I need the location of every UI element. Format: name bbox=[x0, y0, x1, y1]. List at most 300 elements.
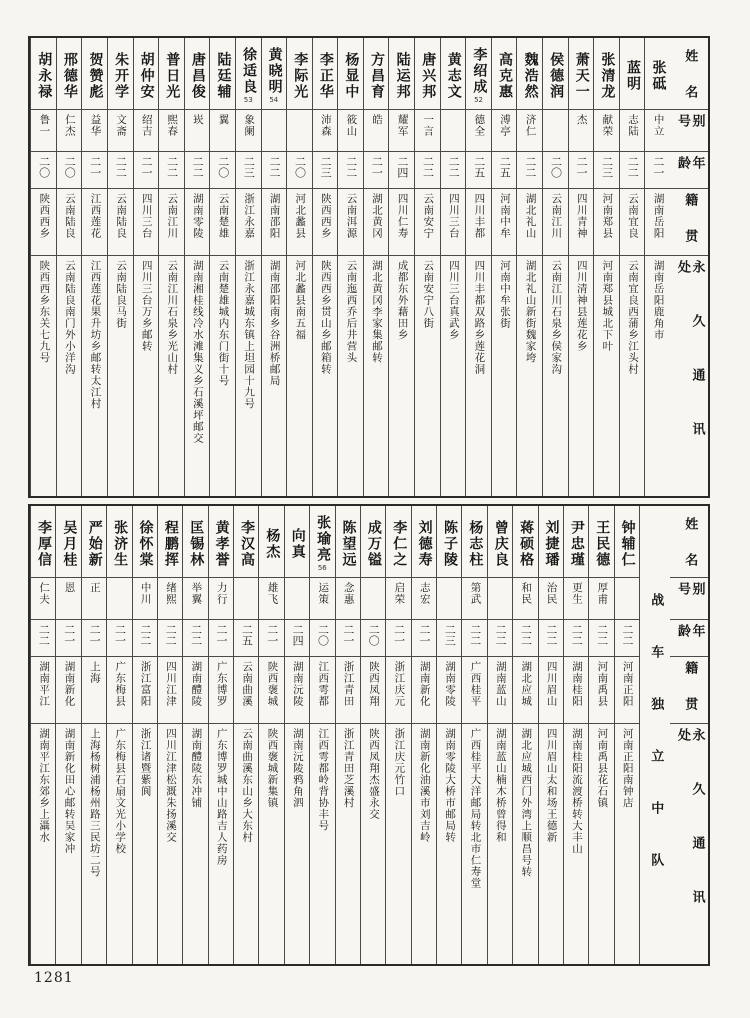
address-cell bbox=[209, 724, 233, 964]
name-cell bbox=[415, 38, 440, 110]
native-cell-text: 陕西褒城 bbox=[266, 661, 279, 707]
alias-cell bbox=[513, 578, 537, 620]
name-cell-text: 徐怀棠 bbox=[137, 519, 154, 568]
native-cell bbox=[386, 657, 410, 724]
name-cell-text: 唐昌俊 bbox=[189, 51, 206, 100]
native-cell-text: 四川丰都 bbox=[473, 193, 486, 239]
alias-cell bbox=[236, 110, 261, 152]
native-cell-text: 广东博罗 bbox=[215, 661, 228, 707]
alias-cell-text: 熙春 bbox=[166, 114, 179, 137]
name-cell bbox=[210, 38, 235, 110]
native-cell bbox=[185, 189, 210, 256]
address-cell-text: 浙江庆元竹口 bbox=[393, 728, 406, 797]
alias-cell-text: 恩 bbox=[63, 582, 76, 594]
native-cell bbox=[517, 189, 542, 256]
name-cell bbox=[31, 506, 55, 578]
age-cell-text: 二五 bbox=[498, 156, 512, 178]
alias-cell bbox=[645, 110, 670, 152]
native-cell-text: 河南郑县 bbox=[601, 193, 614, 239]
age-cell bbox=[412, 620, 436, 657]
address-cell-text: 云南陆良南门外小洋沟 bbox=[63, 260, 76, 375]
native-cell bbox=[57, 189, 82, 256]
name-cell bbox=[209, 506, 233, 578]
native-cell bbox=[234, 657, 258, 724]
address-cell-text: 广东博罗城中山路吉人药房 bbox=[215, 728, 228, 866]
alias-cell bbox=[336, 578, 360, 620]
native-cell bbox=[589, 657, 613, 724]
native-cell-text: 河南禹县 bbox=[596, 661, 609, 707]
alias-cell-text: 溥亭 bbox=[499, 114, 512, 137]
age-cell-text: 二〇 bbox=[63, 156, 77, 178]
roster-column bbox=[436, 506, 461, 964]
native-cell bbox=[492, 189, 517, 256]
alias-cell-text: 济仁 bbox=[524, 114, 537, 137]
native-cell-text: 云南楚雄 bbox=[217, 193, 230, 239]
header-column bbox=[670, 38, 708, 496]
name-cell bbox=[158, 506, 182, 578]
name-cell bbox=[259, 506, 283, 578]
age-cell-text: 二二 bbox=[191, 156, 205, 178]
name-cell-text: 朱开学 bbox=[113, 51, 130, 100]
native-cell bbox=[594, 189, 619, 256]
native-cell bbox=[364, 189, 389, 256]
native-cell bbox=[210, 189, 235, 256]
name-cell bbox=[57, 38, 82, 110]
age-cell bbox=[543, 152, 568, 189]
native-cell-text: 四川三台 bbox=[447, 193, 460, 239]
address-cell bbox=[615, 724, 639, 964]
alias-cell-text: 治民 bbox=[545, 582, 558, 605]
name-cell-text: 尹忠瑾 bbox=[568, 519, 585, 568]
alias-cell bbox=[159, 110, 184, 152]
age-cell-text: 二〇 bbox=[293, 156, 307, 178]
name-cell-text: 曾庆良 bbox=[492, 519, 509, 568]
age-cell-text: 二一 bbox=[265, 624, 279, 646]
address-cell bbox=[262, 256, 287, 496]
age-cell bbox=[564, 620, 588, 657]
alias-cell-text: 雄飞 bbox=[266, 582, 279, 605]
age-cell-text: 二〇 bbox=[367, 624, 381, 646]
alias-cell-text: 献荣 bbox=[601, 114, 614, 137]
address-cell bbox=[539, 724, 563, 964]
name-cell-text: 贺赞彪 bbox=[87, 51, 104, 100]
age-cell bbox=[336, 620, 360, 657]
address-cell bbox=[543, 256, 568, 496]
alias-cell bbox=[183, 578, 207, 620]
age-cell bbox=[234, 620, 258, 657]
alias-cell-text: 翼 bbox=[217, 114, 230, 126]
name-cell-text: 张瑜亮 bbox=[315, 515, 332, 563]
name-cell bbox=[441, 38, 466, 110]
name-cell-text: 程鹏挥 bbox=[162, 519, 179, 568]
native-cell bbox=[262, 189, 287, 256]
page-number: 1281 bbox=[34, 970, 74, 986]
address-cell bbox=[488, 724, 512, 964]
name-cell bbox=[466, 38, 491, 110]
address-cell bbox=[437, 724, 461, 964]
age-cell-text: 二〇 bbox=[216, 156, 230, 178]
roster-column bbox=[56, 38, 82, 496]
header-age-cell bbox=[670, 620, 708, 657]
address-cell bbox=[234, 724, 258, 964]
address-cell bbox=[386, 724, 410, 964]
name-cell-text: 王民德 bbox=[594, 519, 611, 568]
native-cell-text: 河南正阳 bbox=[621, 661, 634, 707]
native-cell-text: 云南曲溪 bbox=[241, 661, 254, 707]
native-cell bbox=[82, 657, 106, 724]
address-cell-text: 云南迤西乔后井营头 bbox=[345, 260, 358, 364]
header-alias-label: 别 号 bbox=[675, 114, 705, 131]
header-native-label: 籍 贯 bbox=[682, 193, 698, 246]
native-cell bbox=[285, 657, 309, 724]
name-cell bbox=[133, 506, 157, 578]
alias-cell bbox=[82, 110, 107, 152]
address-cell bbox=[338, 256, 363, 496]
roster-column bbox=[360, 506, 385, 964]
roster-column bbox=[312, 38, 338, 496]
roster-column bbox=[538, 506, 563, 964]
alias-cell-text: 启荣 bbox=[393, 582, 406, 605]
alias-cell bbox=[415, 110, 440, 152]
age-cell bbox=[513, 620, 537, 657]
native-cell-text: 江西雩都 bbox=[317, 661, 330, 707]
name-cell-text: 李绍成 bbox=[471, 47, 488, 95]
roster-column bbox=[563, 506, 588, 964]
name-cell-text: 李厚信 bbox=[36, 519, 53, 568]
roster-column bbox=[235, 38, 261, 496]
address-cell bbox=[620, 256, 645, 496]
name-cell-text: 陆廷辅 bbox=[215, 51, 232, 100]
native-cell-text: 陕西西乡 bbox=[319, 193, 332, 239]
address-cell-text: 河南禹县花石镇 bbox=[596, 728, 609, 809]
native-cell-text: 浙江庆元 bbox=[393, 661, 406, 707]
native-cell-text: 四川三台 bbox=[140, 193, 153, 239]
native-cell bbox=[236, 189, 261, 256]
address-cell bbox=[107, 724, 131, 964]
address-cell bbox=[133, 724, 157, 964]
age-cell-text: 二二 bbox=[37, 624, 51, 646]
name-cell bbox=[234, 506, 258, 578]
age-cell-text: 二〇 bbox=[316, 624, 330, 646]
name-cell bbox=[107, 506, 131, 578]
roster-column bbox=[335, 506, 360, 964]
age-cell-text: 二一 bbox=[370, 156, 384, 178]
age-cell bbox=[517, 152, 542, 189]
alias-cell bbox=[492, 110, 517, 152]
address-cell-text: 云南江川石泉乡光山村 bbox=[166, 260, 179, 375]
alias-cell bbox=[313, 110, 338, 152]
name-cell-text: 成万镒 bbox=[365, 519, 382, 568]
age-cell bbox=[361, 620, 385, 657]
age-cell-text: 二四 bbox=[395, 156, 409, 178]
alias-cell-text: 志宏 bbox=[418, 582, 431, 605]
address-cell-text: 湖北应城西门外湾上顺昌号转 bbox=[520, 728, 533, 878]
roster-column bbox=[414, 38, 440, 496]
alias-cell bbox=[620, 110, 645, 152]
alias-cell-text: 筱山 bbox=[345, 114, 358, 137]
age-cell bbox=[285, 620, 309, 657]
roster-column bbox=[363, 38, 389, 496]
age-cell-text: 二二 bbox=[544, 624, 558, 646]
name-cell bbox=[82, 506, 106, 578]
age-cell bbox=[389, 152, 414, 189]
native-cell bbox=[134, 189, 159, 256]
address-cell bbox=[31, 256, 56, 496]
alias-cell-text: 和民 bbox=[520, 582, 533, 605]
address-cell bbox=[364, 256, 389, 496]
roster-column bbox=[411, 506, 436, 964]
address-cell bbox=[412, 724, 436, 964]
alias-cell bbox=[82, 578, 106, 620]
age-cell-text: 二二 bbox=[421, 156, 435, 178]
age-cell bbox=[262, 152, 287, 189]
address-cell-text: 江西雩都岭背协丰号 bbox=[317, 728, 330, 832]
native-cell-text: 云南洱源 bbox=[345, 193, 358, 239]
name-cell bbox=[386, 506, 410, 578]
native-cell bbox=[412, 657, 436, 724]
age-cell-text: 二一 bbox=[88, 624, 102, 646]
alias-cell-text: 耀军 bbox=[396, 114, 409, 137]
alias-cell bbox=[210, 110, 235, 152]
age-cell bbox=[594, 152, 619, 189]
address-cell-text: 湖南零陵大桥市邮局转 bbox=[444, 728, 457, 843]
native-cell bbox=[108, 189, 133, 256]
address-cell-text: 四川三台万乡邮转 bbox=[140, 260, 153, 352]
name-cell-text: 蓝明 bbox=[624, 59, 641, 92]
address-cell-text: 陕西西乡东关七九号 bbox=[38, 260, 51, 364]
roster-column bbox=[208, 506, 233, 964]
address-cell bbox=[82, 256, 107, 496]
alias-cell bbox=[517, 110, 542, 152]
name-cell bbox=[543, 38, 568, 110]
name-cell-text: 唐兴邦 bbox=[420, 51, 437, 100]
address-cell-text: 湖南醴陵东冲铺 bbox=[190, 728, 203, 809]
age-cell bbox=[437, 620, 461, 657]
name-cell bbox=[589, 506, 613, 578]
alias-cell-text: 正 bbox=[88, 582, 101, 594]
header-alias-cell bbox=[670, 578, 708, 620]
age-cell-text: 二一 bbox=[113, 624, 127, 646]
alias-cell bbox=[441, 110, 466, 152]
name-cell bbox=[287, 38, 312, 110]
native-cell bbox=[338, 189, 363, 256]
age-cell-text: 二二 bbox=[468, 624, 482, 646]
age-cell bbox=[56, 620, 80, 657]
name-cell bbox=[564, 506, 588, 578]
native-cell-text: 河北蠡县 bbox=[294, 193, 307, 239]
native-cell bbox=[107, 657, 131, 724]
name-cell bbox=[108, 38, 133, 110]
name-cell bbox=[389, 38, 414, 110]
header-contact-label: 永 久 通 讯 处 bbox=[675, 260, 705, 448]
name-cell-text: 李际光 bbox=[292, 51, 309, 100]
name-cell bbox=[82, 38, 107, 110]
alias-cell bbox=[31, 110, 56, 152]
native-cell-text: 湖南零陵 bbox=[444, 661, 457, 707]
alias-cell bbox=[466, 110, 491, 152]
age-cell-text: 二一 bbox=[651, 156, 665, 178]
age-cell bbox=[209, 620, 233, 657]
alias-cell bbox=[31, 578, 55, 620]
roster-column bbox=[614, 506, 639, 964]
address-cell-text: 云南宜良西蒲乡江头村 bbox=[626, 260, 639, 375]
alias-cell-text: 绪熙 bbox=[164, 582, 177, 605]
name-annotation: 54 bbox=[269, 96, 279, 104]
name-cell-text: 杨显中 bbox=[343, 51, 360, 100]
native-cell-text: 湖南醴陵 bbox=[190, 661, 203, 707]
name-cell bbox=[412, 506, 436, 578]
alias-cell-text: 志陆 bbox=[626, 114, 639, 137]
roster-column bbox=[337, 38, 363, 496]
name-cell bbox=[594, 38, 619, 110]
address-cell-text: 四川丰都双路乡莲花洞 bbox=[473, 260, 486, 375]
address-cell-text: 四川清神县莲花乡 bbox=[575, 260, 588, 352]
header-alias-label: 别 号 bbox=[675, 582, 705, 599]
alias-cell bbox=[437, 578, 461, 620]
name-cell-text: 高克惠 bbox=[496, 51, 513, 100]
age-cell-text: 二一 bbox=[575, 156, 589, 178]
address-cell bbox=[313, 256, 338, 496]
native-cell-text: 河南中牟 bbox=[499, 193, 512, 239]
age-cell-text: 二一 bbox=[417, 624, 431, 646]
address-cell-text: 陕西西乡贯山乡邮箱转 bbox=[319, 260, 332, 375]
roster-column bbox=[258, 506, 283, 964]
age-cell-text: 二二 bbox=[620, 624, 634, 646]
alias-cell-text: 一言 bbox=[422, 114, 435, 137]
native-cell-text: 云南江川 bbox=[550, 193, 563, 239]
age-cell-text: 二一 bbox=[392, 624, 406, 646]
roster-column bbox=[388, 38, 414, 496]
name-cell bbox=[159, 38, 184, 110]
age-cell-text: 二二 bbox=[447, 156, 461, 178]
name-cell-text: 徐适良 bbox=[241, 47, 258, 95]
age-cell bbox=[462, 620, 486, 657]
address-cell-text: 广西桂平大洋邮局转北市仁寿堂 bbox=[469, 728, 482, 889]
age-cell bbox=[364, 152, 389, 189]
alias-cell-text: 举翼 bbox=[190, 582, 203, 605]
address-cell-text: 陕西褒城新集镇 bbox=[266, 728, 279, 809]
alias-cell-text: 厚甫 bbox=[596, 582, 609, 605]
age-cell bbox=[620, 152, 645, 189]
address-cell bbox=[236, 256, 261, 496]
roster-column bbox=[542, 38, 568, 496]
address-cell-text: 湖南新化田心邮转吴家冲 bbox=[63, 728, 76, 855]
native-cell-text: 四川仁寿 bbox=[396, 193, 409, 239]
address-cell-text: 江西莲花果升坊乡邮转太江村 bbox=[89, 260, 102, 410]
age-cell-text: 二二 bbox=[267, 156, 281, 178]
name-cell-text: 陆运邦 bbox=[394, 51, 411, 100]
age-cell bbox=[185, 152, 210, 189]
alias-cell bbox=[262, 110, 287, 152]
alias-cell-text: 象阑 bbox=[243, 114, 256, 137]
age-cell bbox=[338, 152, 363, 189]
native-cell bbox=[259, 657, 283, 724]
native-cell bbox=[361, 657, 385, 724]
native-cell-text: 浙江富阳 bbox=[139, 661, 152, 707]
native-cell bbox=[389, 189, 414, 256]
age-cell-text: 二二 bbox=[523, 156, 537, 178]
age-cell-text: 二二 bbox=[570, 624, 584, 646]
native-cell bbox=[437, 657, 461, 724]
unit-title-cell bbox=[640, 506, 670, 964]
name-cell-text: 萧天一 bbox=[573, 51, 590, 100]
native-cell bbox=[441, 189, 466, 256]
header-contact-label: 永 久 通 讯 处 bbox=[675, 728, 705, 916]
name-cell-text: 向真 bbox=[289, 527, 306, 560]
name-cell-text: 张砥 bbox=[650, 59, 667, 92]
native-cell bbox=[82, 189, 107, 256]
native-cell-text: 湖南沅陵 bbox=[291, 661, 304, 707]
alias-cell-text: 仁杰 bbox=[63, 114, 76, 137]
age-cell bbox=[133, 620, 157, 657]
age-cell-text: 二二 bbox=[519, 624, 533, 646]
alias-cell bbox=[133, 578, 157, 620]
native-cell-text: 江西莲花 bbox=[89, 193, 102, 239]
name-cell-text: 李汉高 bbox=[239, 519, 256, 568]
address-cell-text: 四川三台真武乡 bbox=[447, 260, 460, 341]
address-cell-text: 河南正阳南钟店 bbox=[621, 728, 634, 809]
address-cell bbox=[361, 724, 385, 964]
header-name-label: 姓 名 bbox=[682, 49, 698, 102]
roster-column bbox=[284, 506, 309, 964]
alias-cell-text: 念惠 bbox=[342, 582, 355, 605]
native-cell bbox=[287, 189, 312, 256]
name-cell bbox=[285, 506, 309, 578]
roster-column bbox=[157, 506, 182, 964]
address-cell-text: 云南曲溪东山乡大东村 bbox=[241, 728, 254, 843]
age-cell-text: 二三 bbox=[443, 624, 457, 646]
age-cell-text: 二三 bbox=[242, 156, 256, 178]
age-cell-text: 二〇 bbox=[549, 156, 563, 178]
header-column bbox=[670, 506, 708, 964]
roster-column bbox=[512, 506, 537, 964]
address-cell-text: 四川江津松溉朱扬溪交 bbox=[164, 728, 177, 843]
roster-column bbox=[286, 38, 312, 496]
address-cell bbox=[158, 724, 182, 964]
alias-cell bbox=[310, 578, 334, 620]
age-cell-text: 二三 bbox=[600, 156, 614, 178]
name-cell-text: 张清龙 bbox=[599, 51, 616, 100]
roster-column bbox=[182, 506, 207, 964]
native-cell bbox=[31, 189, 56, 256]
address-cell bbox=[564, 724, 588, 964]
age-cell-text: 二二 bbox=[344, 156, 358, 178]
name-cell bbox=[310, 506, 334, 578]
address-cell-text: 成都东外藉田乡 bbox=[396, 260, 409, 341]
address-cell bbox=[183, 724, 207, 964]
name-cell-text: 陈子陵 bbox=[442, 519, 459, 568]
address-cell bbox=[31, 724, 55, 964]
address-cell bbox=[159, 256, 184, 496]
native-cell-text: 湖南蓝山 bbox=[494, 661, 507, 707]
name-cell bbox=[313, 38, 338, 110]
alias-cell bbox=[412, 578, 436, 620]
name-cell-text: 魏浩然 bbox=[522, 51, 539, 100]
native-cell bbox=[133, 657, 157, 724]
alias-cell-text: 鲁一 bbox=[38, 114, 51, 137]
name-cell bbox=[492, 38, 517, 110]
name-cell bbox=[517, 38, 542, 110]
name-cell bbox=[31, 38, 56, 110]
address-cell-text: 云南江川石泉乡侯家沟 bbox=[550, 260, 563, 375]
name-annotation: 52 bbox=[474, 96, 483, 104]
alias-cell bbox=[234, 578, 258, 620]
alias-cell-text: 第武 bbox=[469, 582, 482, 605]
address-cell-text: 云南楚雄城内东门街十号 bbox=[217, 260, 230, 387]
name-cell bbox=[539, 506, 563, 578]
native-cell-text: 广东梅县 bbox=[114, 661, 127, 707]
alias-cell bbox=[108, 110, 133, 152]
